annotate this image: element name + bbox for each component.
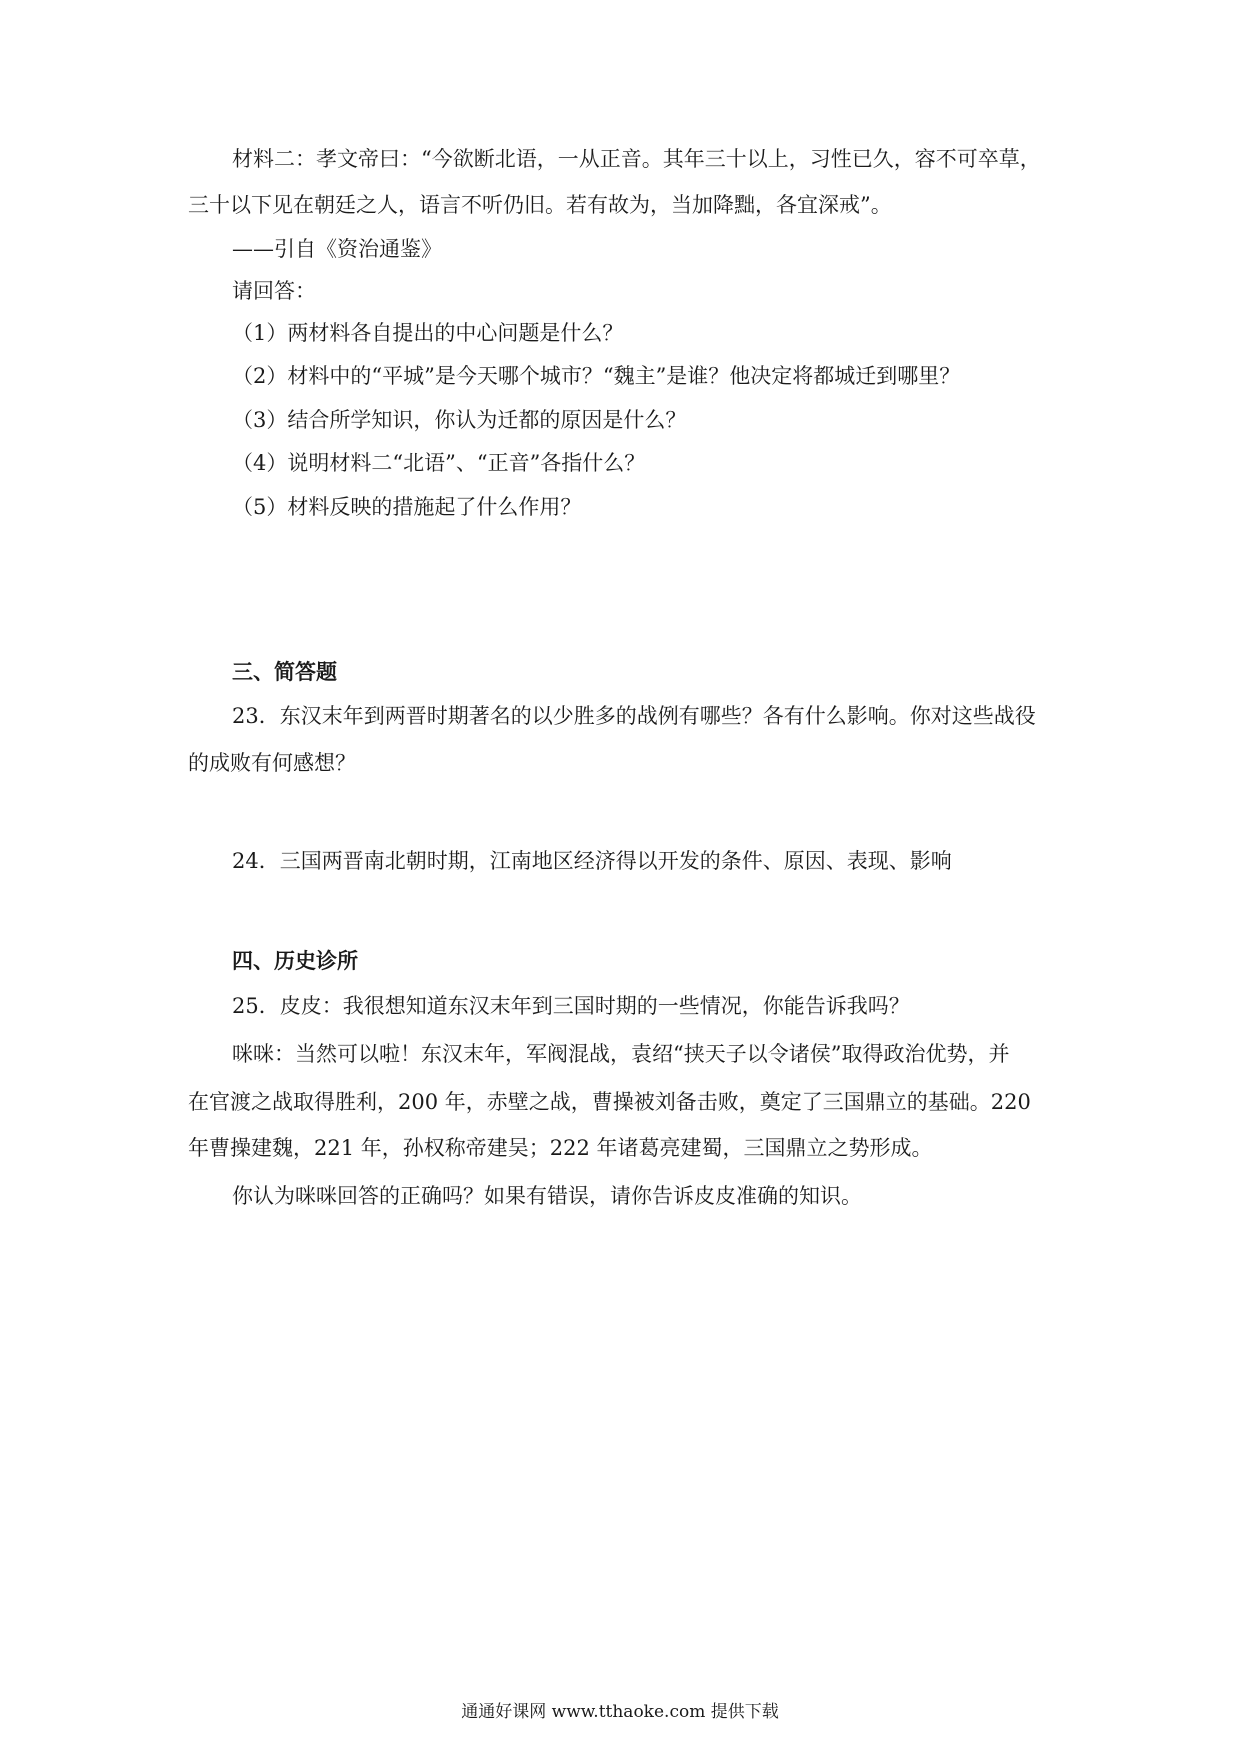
question-5: （5）材料反映的措施起了什么作用？ [232, 495, 582, 519]
material2-line2: 三十以下见在朝廷之人，语言不听仍旧。若有故为，当加降黜，各宜深戒”。 [188, 193, 892, 217]
question-1: （1）两材料各自提出的中心问题是什么？ [232, 321, 624, 345]
page-footer: 通通好课网 www.tthaoke.com 提供下载 [461, 1702, 779, 1722]
question-23-line1: 23．东汉末年到两晋时期著名的以少胜多的战例有哪些？各有什么影响。你对这些战役 [232, 704, 1036, 728]
material2-line1: 材料二：孝文帝曰：“今欲断北语，一从正音。其年三十以上，习性已久，容不可卒草， [232, 147, 1041, 171]
question-24: 24．三国两晋南北朝时期，江南地区经济得以开发的条件、原因、表现、影响 [232, 849, 952, 873]
questions-prompt: 请回答： [232, 279, 316, 303]
question-25: 25．皮皮：我很想知道东汉末年到三国时期的一些情况，你能告诉我吗？ [232, 994, 910, 1018]
question-3: （3）结合所学知识，你认为迁都的原因是什么？ [232, 408, 687, 432]
question-23-line2: 的成败有何感想？ [188, 751, 356, 775]
question-4: （4）说明材料二“北语”、“正音”各指什么？ [232, 451, 646, 475]
question-2: （2）材料中的“平城”是今天哪个城市？“魏主”是谁？他决定将都城迁到哪里？ [232, 364, 961, 388]
answer-line1: 咪咪：当然可以啦！东汉末年，军阀混战，袁绍“挟天子以令诸侯”取得政治优势，并 [232, 1042, 1010, 1066]
answer-line2: 在官渡之战取得胜利，200 年，赤壁之战，曹操被刘备击败，奠定了三国鼎立的基础。220 [188, 1090, 1031, 1114]
section4-heading: 四、历史诊所 [232, 948, 358, 973]
closing-question: 你认为咪咪回答的正确吗？如果有错误，请你告诉皮皮准确的知识。 [232, 1184, 862, 1208]
material2-source: ——引自《资治通鉴》 [232, 237, 442, 261]
section3-heading: 三、简答题 [232, 659, 337, 684]
answer-line3: 年曹操建魏，221 年，孙权称帝建吴；222 年诸葛亮建蜀，三国鼎立之势形成。 [188, 1136, 933, 1160]
